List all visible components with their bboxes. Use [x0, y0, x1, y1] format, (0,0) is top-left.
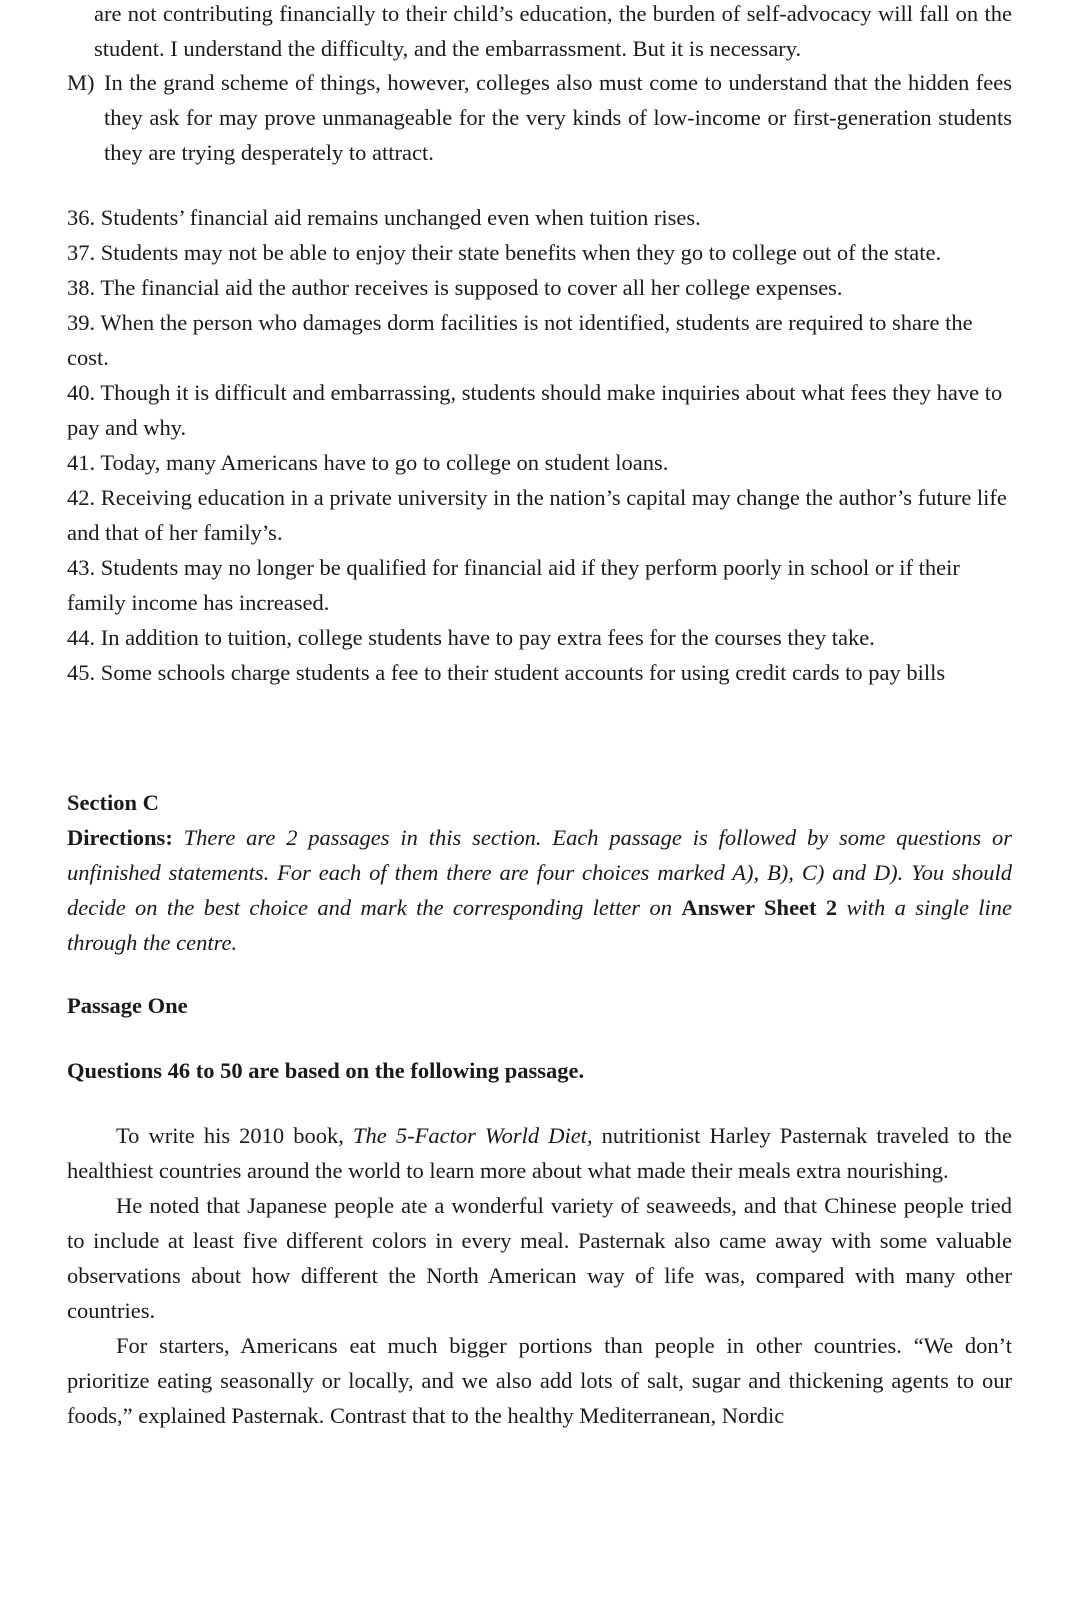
passage-paragraph-1 [67, 1118, 1012, 1188]
statement-list [67, 200, 1012, 690]
continuation-text: are not contributing financially to their child’s education, the burden of self-advocacy will fall on the student. I understand the difficulty, and the embarrassment. But it is necessary. [94, 1, 1012, 61]
statement-45: 45. Some schools charge students a fee to their student accounts for using credit cards to pay bills [67, 660, 946, 685]
directions-text-part2: with a single line through the centre. [67, 895, 1013, 955]
p1-before: To write his 2010 book, [116, 1123, 344, 1148]
passage-heading: Passage One [67, 993, 188, 1018]
answer-sheet-ref: Answer Sheet 2 [681, 895, 838, 920]
statement-40: 40. Though it is difficult and embarrassing, students should make inquiries about what fees they have to pay and why. [67, 380, 1003, 440]
statement-41: 41. Today, many Americans have to go to college on student loans. [67, 450, 669, 475]
statement-38: 38. The financial aid the author receives is supposed to cover all her college expenses. [67, 275, 843, 300]
questions-intro: Questions 46 to 50 are based on the following passage. [67, 1058, 585, 1083]
statement-36: 36. Students’ financial aid remains unchanged even when tuition rises. [67, 205, 701, 230]
paragraph-body: In the grand scheme of things, however, colleges also must come to understand that the hidden fees they ask for may prove unmanageable for the very kinds of low-income or first-generation students they are trying desperately to attract. [104, 70, 1012, 165]
directions-label: Directions: [67, 825, 173, 850]
statement-37: 37. Students may not be able to enjoy their state benefits when they go to college out of the state. [67, 240, 942, 265]
section-heading: Section C [67, 790, 159, 815]
statement-39: 39. When the person who damages dorm facilities is not identified, students are required to share the cost. [67, 310, 973, 370]
statement-43: 43. Students may no longer be qualified for financial aid if they perform poorly in school or if their family income has increased. [67, 555, 960, 615]
statement-42: 42. Receiving education in a private university in the nation’s capital may change the author’s future life and that of her family’s. [67, 485, 1007, 545]
directions [67, 820, 1012, 960]
statement-44: 44. In addition to tuition, college students have to pay extra fees for the courses they take. [67, 625, 875, 650]
passage-body [67, 1118, 1012, 1433]
book-title: The 5-Factor World Diet [353, 1123, 587, 1148]
passage-paragraph-3: For starters, Americans eat much bigger portions than people in other countries. “We don’t prioritize eating seasonally or locally, and we also add lots of salt, sugar and thickening agents to our foods,” explained Pasternak. Contrast that to the healthy Mediterranean, Nordic [67, 1333, 1012, 1428]
passage-paragraph-2: He noted that Japanese people ate a wonderful variety of seaweeds, and that Chinese people tried to include at least five different colors in every meal. Pasternak also came away with some valuable observations about how different the North American way of life was, compared with many other countries. [67, 1193, 1012, 1323]
paragraph-item-m [67, 65, 1012, 170]
p1-after: , nutritionist Harley Pasternak traveled to the healthiest countries around the world to learn more about what made their meals extra nourishing. [67, 1123, 1013, 1183]
previous-paragraph-continuation [94, 0, 1012, 66]
paragraph-marker: M) [67, 70, 95, 95]
directions-text-part1: There are 2 passages in this section. Each passage is followed by some questions or unfinished statements. For each of them there are four choices marked A), B), C) and D). You should decide on the best choice and mark the corresponding letter on [67, 825, 1013, 920]
